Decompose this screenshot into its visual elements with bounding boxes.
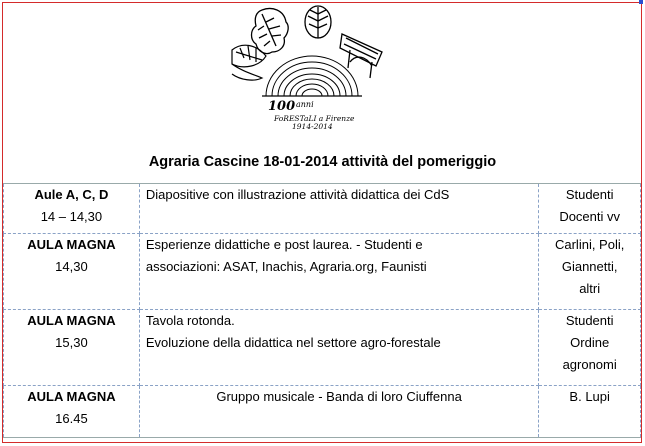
description-cell bbox=[139, 310, 539, 386]
logo-caption-line1: FoRESTaLI a Firenze bbox=[274, 114, 355, 123]
tree-rings-icon bbox=[262, 56, 362, 96]
room-name: Aule A, C, D bbox=[34, 187, 109, 202]
participants-cell bbox=[539, 386, 641, 438]
corner-marker bbox=[639, 0, 643, 4]
participants-cell bbox=[539, 234, 641, 310]
description-line: Diapositive con illustrazione attività didattica dei CdS bbox=[145, 187, 450, 202]
participant-line: Docenti vv bbox=[559, 209, 621, 224]
participant-line: Giannetti, bbox=[561, 259, 618, 274]
forestali-logo bbox=[226, 4, 396, 132]
table-row bbox=[4, 386, 641, 438]
table-row bbox=[4, 184, 641, 234]
logo-anniversary-number: 100 bbox=[268, 99, 296, 114]
schedule-table bbox=[3, 183, 641, 438]
description-line: Gruppo musicale - Banda di loro Ciuffenna bbox=[216, 389, 462, 404]
room-cell bbox=[4, 386, 140, 438]
participant-line: B. Lupi bbox=[569, 389, 610, 404]
description-cell bbox=[139, 386, 539, 438]
participant-line: Carlini, Poli, bbox=[554, 237, 625, 252]
participant-line: altri bbox=[579, 281, 601, 296]
room-name: AULA MAGNA bbox=[27, 389, 116, 404]
description-line: Tavola rotonda. bbox=[145, 313, 235, 328]
room-time: 14,30 bbox=[55, 259, 88, 274]
leaf-icon bbox=[305, 6, 331, 38]
oak-leaf-icon bbox=[252, 9, 289, 54]
room-time: 14 – 14,30 bbox=[40, 209, 103, 224]
description-cell bbox=[139, 184, 539, 234]
table-row bbox=[4, 234, 641, 310]
description-line: associazioni: ASAT, Inachis, Agraria.org, Faunisti bbox=[145, 259, 427, 274]
table-row bbox=[4, 310, 641, 386]
description-cell bbox=[139, 234, 539, 310]
participant-line: agronomi bbox=[562, 357, 617, 372]
logo-anniversary-word: anni bbox=[296, 100, 314, 109]
description-line: Evoluzione della didattica nel settore agro-forestale bbox=[145, 335, 441, 350]
participants-cell bbox=[539, 310, 641, 386]
description-line: Esperienze didattiche e post laurea. - Studenti e bbox=[145, 237, 423, 252]
room-time: 16.45 bbox=[55, 411, 88, 426]
page-title: Agraria Cascine 18-01-2014 attività del pomeriggio bbox=[148, 154, 497, 170]
room-time: 15,30 bbox=[55, 335, 88, 350]
room-name: AULA MAGNA bbox=[27, 313, 116, 328]
room-cell bbox=[4, 234, 140, 310]
room-name: AULA MAGNA bbox=[27, 237, 116, 252]
participant-line: Studenti bbox=[565, 313, 614, 328]
fern-leaf-icon bbox=[232, 45, 266, 80]
room-cell bbox=[4, 310, 140, 386]
logo-caption-line2: 1914-2014 bbox=[292, 122, 333, 131]
participant-line: Ordine bbox=[570, 335, 610, 350]
arch-bridge-icon bbox=[340, 34, 382, 78]
participant-line: Studenti bbox=[565, 187, 614, 202]
participants-cell bbox=[539, 184, 641, 234]
room-cell bbox=[4, 184, 140, 234]
